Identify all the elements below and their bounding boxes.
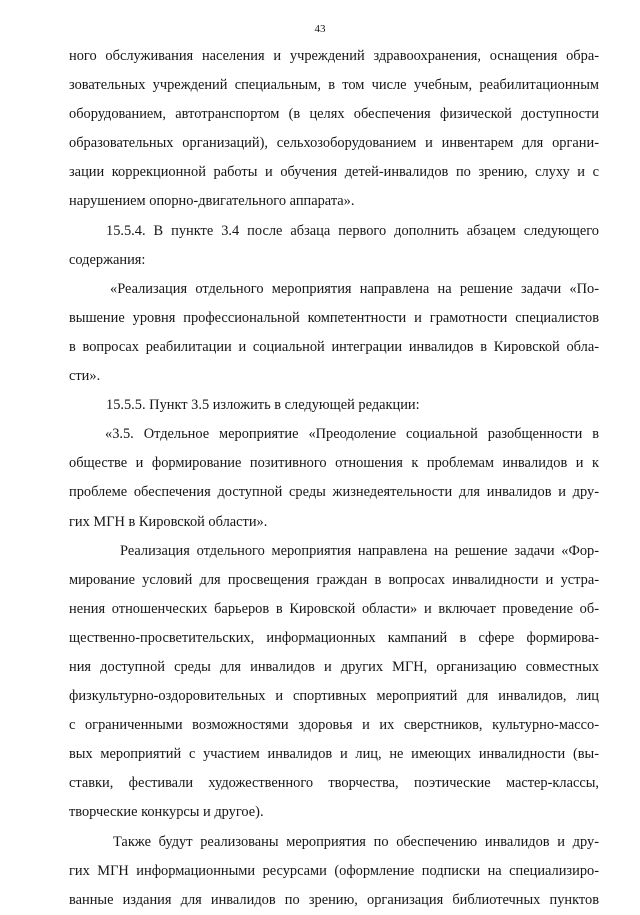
text-line: нения отношенческих барьеров в Кировской области» и включает проведение об- [69, 600, 599, 617]
text-line: «3.5. Отдельное мероприятие «Преодоление социальной разобщенности в [105, 426, 599, 443]
text-line: Также будут реализованы мероприятия по обеспечению инвалидов и дру- [113, 833, 599, 850]
text-line: образовательных организаций), сельхозоборудованием и инвентарем для органи- [69, 135, 599, 152]
text-line: содержания: [69, 251, 146, 268]
text-line: вых мероприятий с участием инвалидов и лиц, не имеющих инвалидности (вы- [69, 746, 599, 763]
text-line: физкультурно-оздоровительных и спортивных мероприятий для инвалидов, лиц [69, 688, 599, 705]
text-line: гих МГН в Кировской области». [69, 513, 268, 530]
text-line: творческие конкурсы и другое). [69, 804, 264, 821]
text-line: гих МГН информационными ресурсами (оформление подписки на специализиро- [69, 862, 599, 879]
text-line: сти». [69, 368, 101, 385]
text-line: мирование условий для просвещения граждан в вопросах инвалидности и устра- [69, 571, 599, 588]
text-line: вышение уровня профессиональной компетентности и грамотности специалистов [69, 309, 599, 326]
text-line: нарушением опорно-двигательного аппарата». [69, 193, 355, 210]
text-line: с ограниченными возможностями здоровья и их сверстников, культурно-массо- [69, 717, 599, 734]
text-line: ванные издания для инвалидов по зрению, организация библиотечных пунктов [69, 891, 599, 908]
text-line: ставки, фестивали художественного творчества, поэтические мастер-классы, [69, 775, 599, 792]
text-line: ния доступной среды для инвалидов и других МГН, организацию совместных [69, 658, 599, 675]
document-body [69, 42, 599, 915]
page-number: 43 [314, 23, 326, 35]
text-line: щественно-просветительских, информационных кампаний в сфере формирова- [69, 629, 599, 646]
text-line: ного обслуживания населения и учреждений здравоохранения, оснащения обра- [69, 48, 599, 64]
text-line: оборудованием, автотранспортом (в целях обеспечения физической доступности [69, 106, 599, 123]
text-line: «Реализация отдельного мероприятия направлена на решение задачи «По- [110, 280, 599, 297]
text-line: в вопросах реабилитации и социальной интеграции инвалидов в Кировской обла- [69, 338, 599, 355]
text-line: зовательных учреждений специальным, в том числе учебным, реабилитационным [69, 77, 599, 94]
text-line: Реализация отдельного мероприятия направлена на решение задачи «Фор- [120, 542, 599, 559]
text-line: 15.5.4. В пункте 3.4 после абзаца первого дополнить абзацем следующего [106, 222, 599, 239]
text-line: обществе и формирование позитивного отношения к проблемам инвалидов и к [69, 455, 599, 472]
text-line: зации коррекционной работы и обучения детей-инвалидов по зрению, слуху и с [69, 164, 599, 181]
text-line: проблеме обеспечения доступной среды жизнедеятельности для инвалидов и дру- [69, 484, 599, 501]
text-line: 15.5.5. Пункт 3.5 изложить в следующей редакции: [106, 397, 420, 414]
